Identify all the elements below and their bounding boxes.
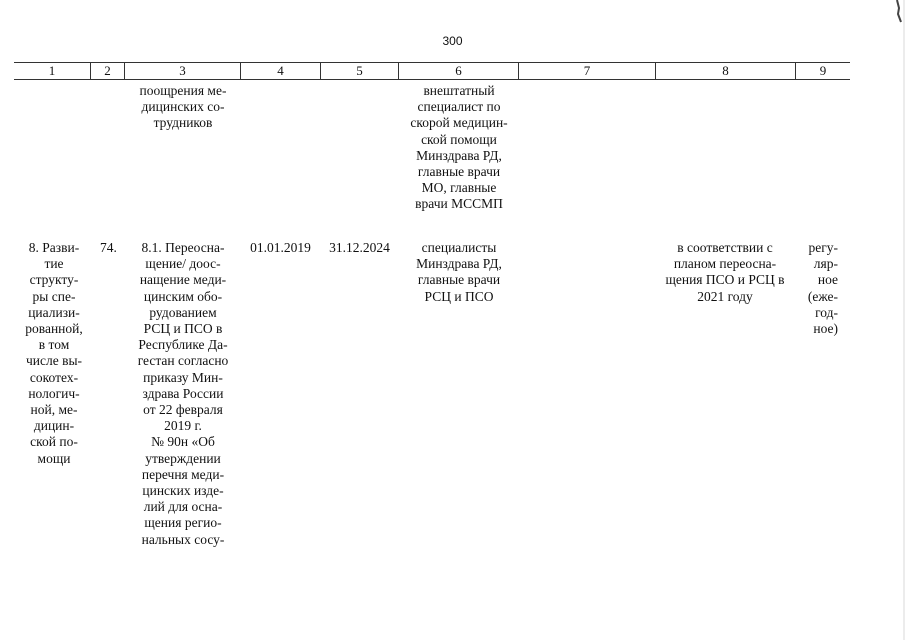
responsible-persons: специалисты Минздрава РД, главные врачи РСЦ и ПСО (416, 240, 502, 304)
column-header-3: 3 (179, 63, 186, 78)
column-header-7: 7 (583, 63, 591, 78)
continuation-responsible-text: внештатный специалист по скорой медицин- ской помощи Минздрава РД, главные врачи МО, главные врачи МССМП (410, 83, 508, 212)
page-number: 300 (442, 34, 463, 48)
column-header-8: 8 (722, 63, 729, 78)
row-number: 74. (100, 240, 117, 255)
column-header-9: 9 (819, 63, 827, 78)
continuation-activity-text: поощрения ме- дицинских со- трудников (139, 83, 227, 131)
end-date: 31.12.2024 (329, 240, 390, 255)
start-date: 01.01.2019 (250, 240, 311, 255)
scan-edge-top-right (875, 0, 905, 640)
column-header-1: 1 (48, 63, 56, 78)
column-header-5: 5 (356, 63, 363, 78)
header-bottom-rule (14, 79, 850, 80)
section-title: 8. Разви- тие структу- ры спе- циализи- рованной, в том числе вы- сокотех- нологич- ной, ме- дицин- ской по- мощи (25, 240, 83, 466)
column-header-6: 6 (455, 63, 462, 78)
activity-description: 8.1. Переосна- щение/ доос- нащение меди- цинским обо- рудованием РСЦ и ПСО в Республике Да- гестан согласно приказу Мин- здрава России от 22 февраля 2019 г. № 90н «Об утверждении перечня меди- цинских изде- лий для осна- щения регио- нальных сосу- (137, 240, 229, 547)
column-header-2: 2 (104, 63, 111, 78)
column-header-4: 4 (277, 63, 284, 78)
periodicity: регу- ляр- ное (еже- год- ное) (807, 240, 838, 337)
expected-result: в соответствии с планом переосна- щения ПСО и РСЦ в 2021 году (665, 240, 785, 304)
